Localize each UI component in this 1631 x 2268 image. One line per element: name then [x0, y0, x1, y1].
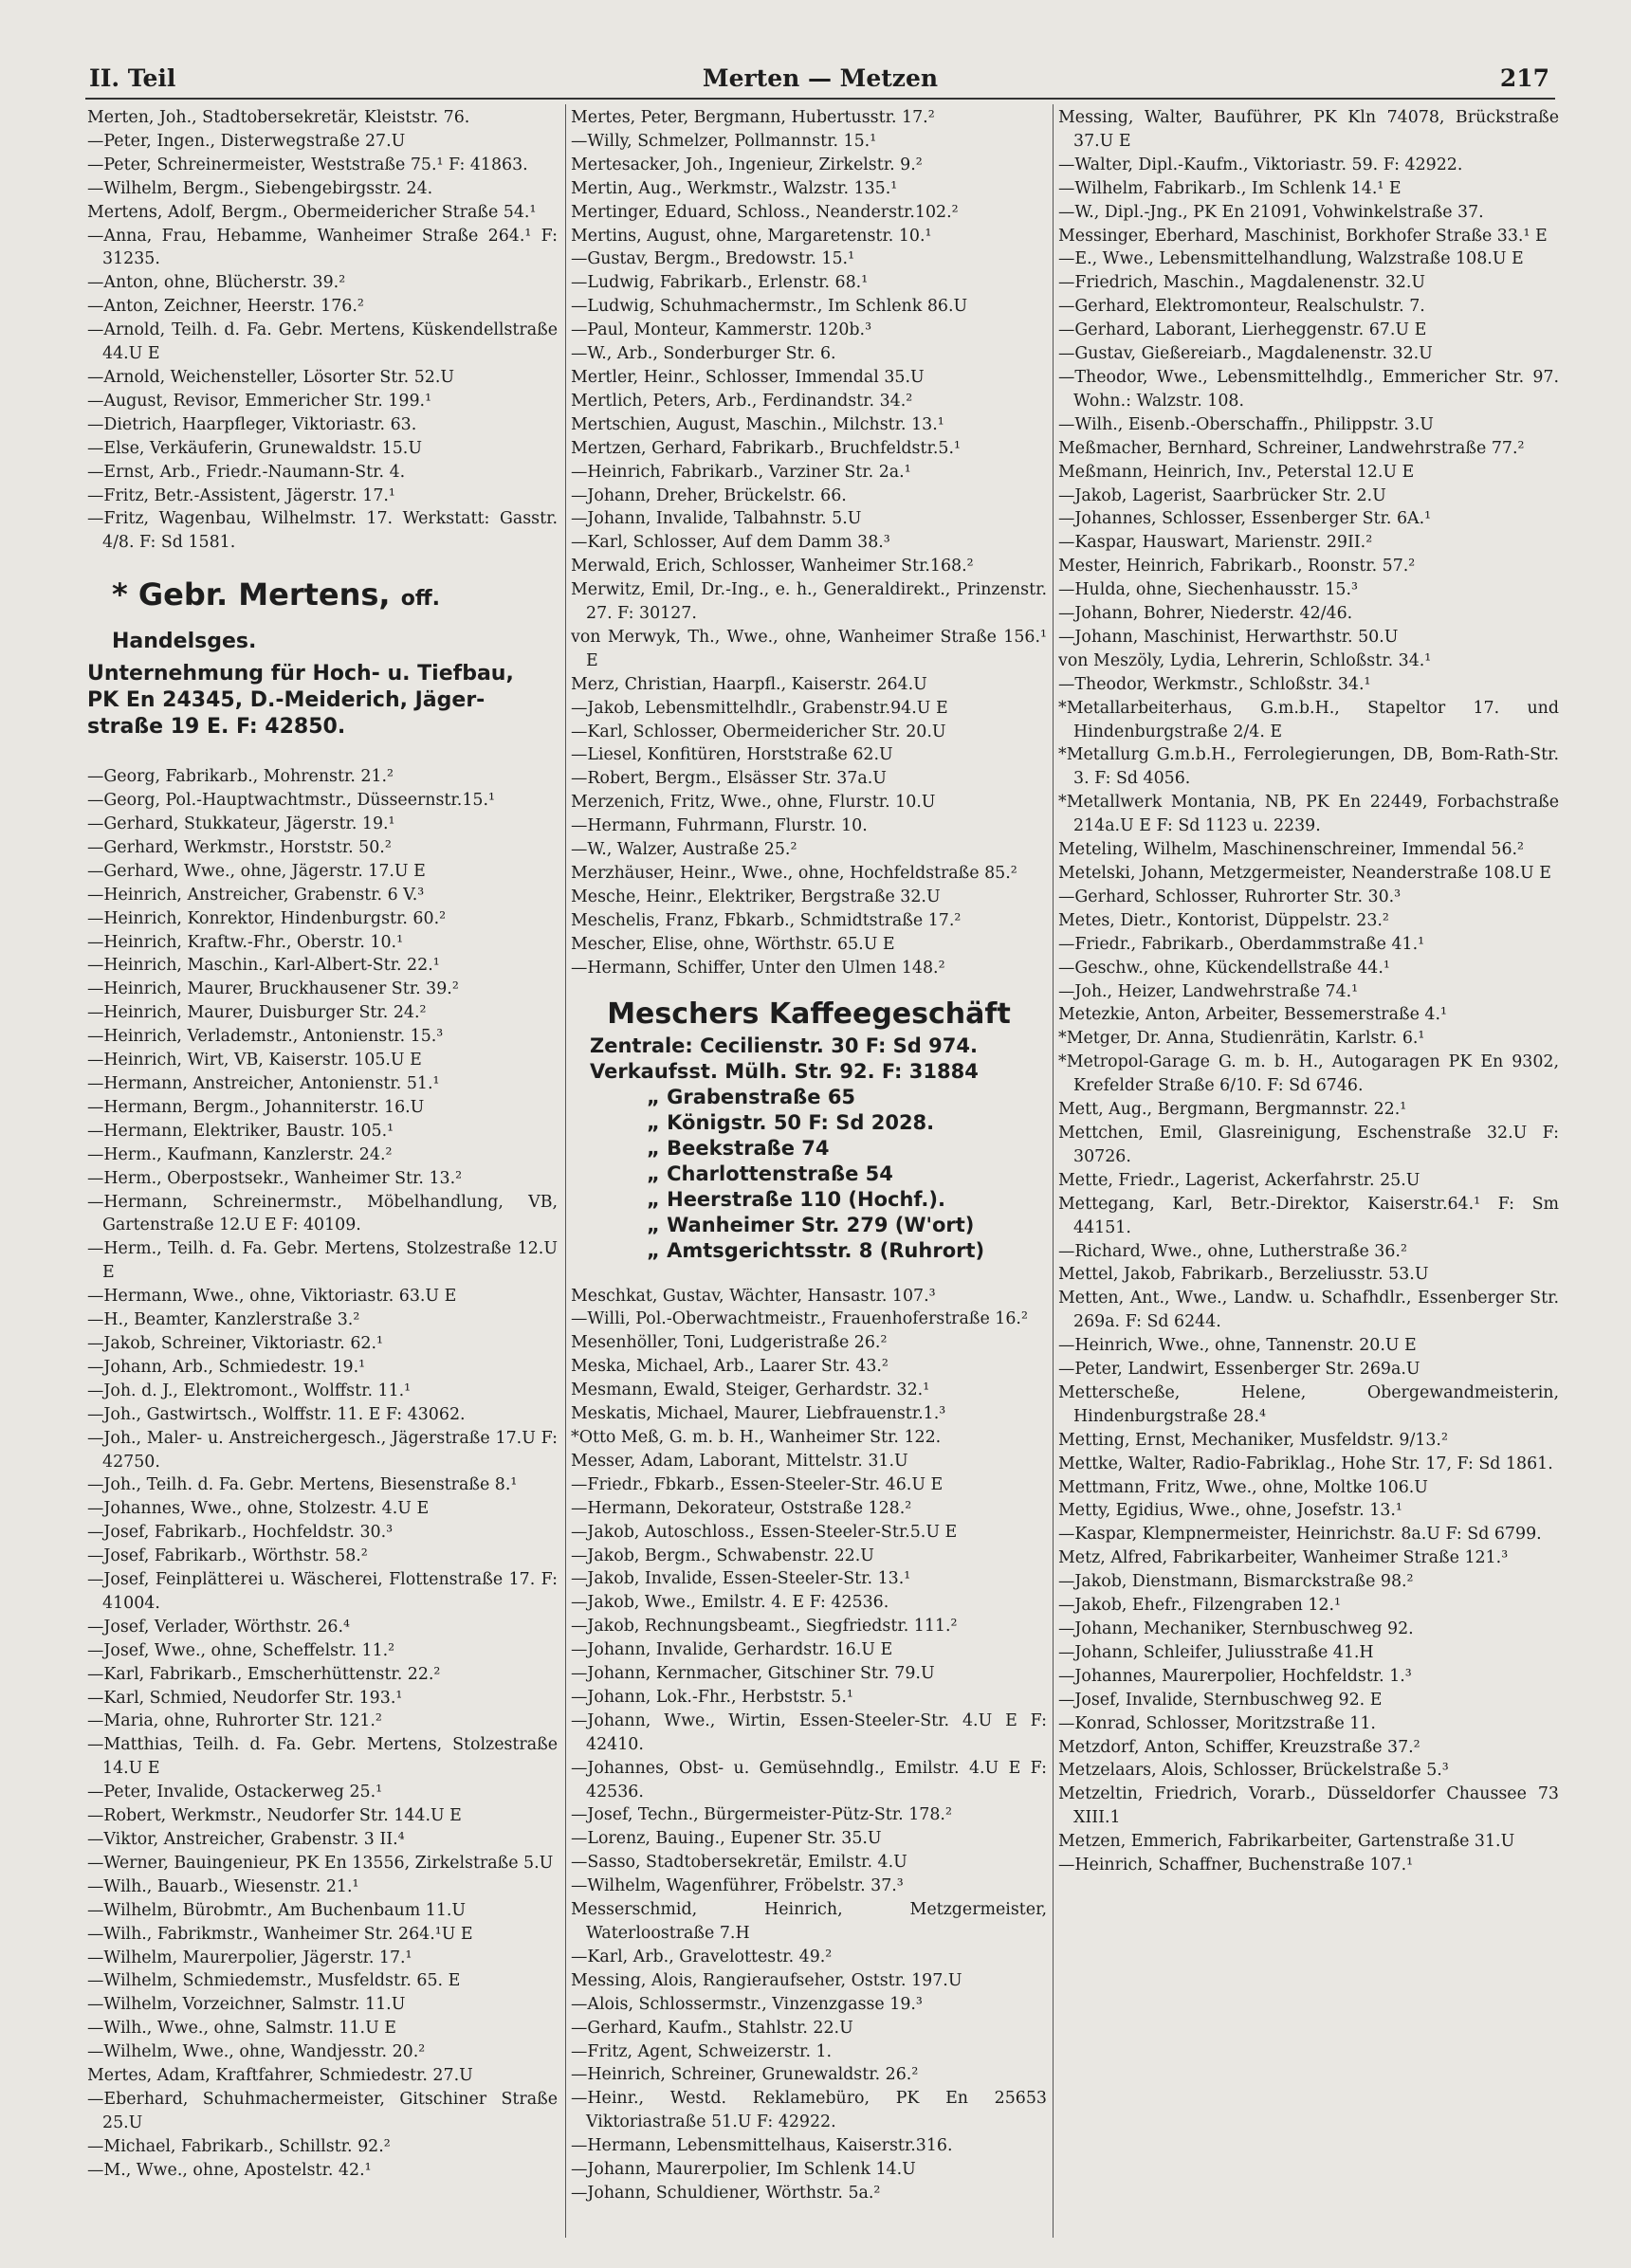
directory-entry: —Hermann, Wwe., ohne, Viktoriastr. 63.U E: [87, 1287, 457, 1307]
directory-entry: —Werner, Bauingenieur, PK En 13556, Zirkelstraße 5.U: [87, 1853, 554, 1873]
entries-block: [571, 1285, 1047, 2205]
directory-entry: —Liesel, Konfitüren, Horststraße 62.U: [571, 745, 893, 765]
directory-entry: —Gerhard, Laborant, Lierheggenstr. 67.U E: [1058, 320, 1427, 340]
directory-entry: —Gerhard, Werkmstr., Horststr. 50.²: [87, 837, 392, 857]
directory-entry: Mertes, Peter, Bergmann, Hubertusstr. 17.²: [571, 108, 935, 127]
directory-entry: —Johann, Kernmacher, Gitschiner Str. 79.U: [571, 1664, 935, 1684]
directory-entry: Merwald, Erich, Schlosser, Wanheimer Str.168.²: [571, 557, 974, 576]
directory-entry: —Johann, Mechaniker, Sternbuschweg 92.: [1058, 1619, 1414, 1638]
directory-entry: Mertens, Adolf, Bergm., Obermeidericher Straße 54.¹: [87, 202, 537, 222]
directory-entry: —Joh. d. J., Elektromont., Wolffstr. 11.¹: [87, 1381, 412, 1400]
directory-entry: —Georg, Fabrikarb., Mohrenstr. 21.²: [87, 767, 394, 787]
directory-entry: —Wilh., Bauarb., Wiesenstr. 21.¹: [87, 1876, 359, 1896]
directory-entry: —Wilh., Fabrikmstr., Wanheimer Str. 264.¹U E: [87, 1924, 473, 1944]
directory-entry: Messing, Alois, Rangieraufseher, Oststr. 197.U: [571, 1970, 962, 1990]
directory-entry: —Peter, Ingen., Disterwegstraße 27.U: [87, 131, 406, 151]
directory-entry: —Kaspar, Hauswart, Marienstr. 29II.²: [1058, 533, 1373, 553]
directory-entry: Meßmann, Heinrich, Inv., Peterstal 12.U E: [1058, 462, 1415, 482]
directory-entry: Mescher, Elise, ohne, Wörthstr. 65.U E: [571, 934, 895, 954]
directory-entry: —Anton, ohne, Blücherstr. 39.²: [87, 273, 346, 293]
directory-entry: Mett, Aug., Bergmann, Bergmannstr. 22.¹: [1058, 1100, 1407, 1120]
directory-entry: —Eberhard, Schuhmachermeister, Gitschiner Straße 25.U: [87, 2089, 558, 2132]
directory-entry: —Fritz, Wagenbau, Wilhelmstr. 17. Werkstatt: Gasstr. 4/8. F: Sd 1581.: [87, 509, 558, 553]
directory-entry: —Heinrich, Schaffner, Buchenstraße 107.¹: [1058, 1856, 1414, 1875]
gebr-mertens-advertisement: [87, 576, 558, 741]
directory-entry: —Heinrich, Konrektor, Hindenburgstr. 60.²: [87, 908, 447, 928]
directory-entry: —Johann, Lok.-Fhr., Herbststr. 5.¹: [571, 1687, 853, 1707]
directory-entry: —Gerhard, Schlosser, Ruhrorter Str. 30.³: [1058, 887, 1402, 906]
directory-entry: —Gustav, Bergm., Bredowstr. 15.¹: [571, 249, 855, 269]
directory-entry: Mertler, Heinr., Schlosser, Immendal 35.U: [571, 367, 925, 387]
meschers-kaffeegeschaeft-advertisement: [571, 996, 1047, 1264]
directory-entry: —Willy, Schmelzer, Pollmannstr. 15.¹: [571, 131, 877, 151]
directory-entry: —Johann, Dreher, Brückelstr. 66.: [571, 485, 847, 505]
directory-entry: —Wilhelm, Wagenführer, Fröbelstr. 37.³: [571, 1876, 904, 1896]
directory-entry: —Gerhard, Stukkateur, Jägerstr. 19.¹: [87, 814, 395, 834]
directory-entry: —W., Dipl.-Jng., PK En 21091, Vohwinkelstraße 37.: [1058, 202, 1484, 222]
directory-entry: Mertesacker, Joh., Ingenieur, Zirkelstr. 9.²: [571, 155, 923, 174]
ad-branch: „ Königstr. 50 F: Sd 2028.: [647, 1110, 935, 1134]
directory-entry: Meschkat, Gustav, Wächter, Hansastr. 107.³: [571, 1286, 936, 1306]
directory-entry: —Wilhelm, Wwe., ohne, Wandjesstr. 20.²: [87, 2042, 426, 2062]
directory-entry: —Gerhard, Kaufm., Stahlstr. 22.U: [571, 2018, 853, 2038]
directory-entry: —Jakob, Lagerist, Saarbrücker Str. 2.U: [1058, 485, 1386, 505]
directory-entry: —Heinrich, Maurer, Duisburger Str. 24.²: [87, 1003, 427, 1023]
directory-entry: —August, Revisor, Emmericher Str. 199.¹: [87, 391, 432, 411]
directory-entry: —E., Wwe., Lebensmittelhandlung, Walzstraße 108.U E: [1058, 249, 1524, 269]
directory-entry: —Arnold, Teilh. d. Fa. Gebr. Mertens, Küskendellstraße 44.U E: [87, 320, 558, 364]
directory-entry: —Jakob, Ehefr., Filzengraben 12.¹: [1058, 1596, 1341, 1616]
directory-entry: Mertin, Aug., Werkmstr., Walzstr. 135.¹: [571, 178, 898, 198]
directory-entry: *Metropol-Garage G. m. b. H., Autogaragen PK En 9302, Krefelder Straße 6/10. F: Sd 6746.: [1058, 1052, 1559, 1096]
directory-entry: Mettmann, Fritz, Wwe., ohne, Moltke 106.U: [1058, 1477, 1428, 1497]
directory-entry: —Ludwig, Fabrikarb., Erlenstr. 68.¹: [571, 273, 869, 293]
entries-block: [571, 106, 1047, 980]
directory-entry: —Jakob, Bergm., Schwabenstr. 22.U: [571, 1546, 874, 1565]
directory-entry: —Friedr., Fbkarb., Essen-Steeler-Str. 46.U E: [571, 1474, 944, 1494]
directory-entry: —Anna, Frau, Hebamme, Wanheimer Straße 264.¹ F: 31235.: [87, 226, 558, 269]
directory-entry: —W., Arb., Sonderburger Str. 6.: [571, 344, 836, 364]
directory-entry: —Heinrich, Verlademstr., Antonienstr. 15.³: [87, 1027, 444, 1047]
directory-entry: —Hulda, ohne, Siechenhausstr. 15.³: [1058, 580, 1358, 600]
directory-entry: —Joh., Gastwirtsch., Wolffstr. 11. E F: 43062.: [87, 1404, 466, 1424]
directory-entry: Messer, Adam, Laborant, Mittelstr. 31.U: [571, 1451, 908, 1471]
directory-entry: —Paul, Monteur, Kammerstr. 120b.³: [571, 320, 872, 340]
directory-entry: —Josef, Fabrikarb., Wörthstr. 58.²: [87, 1546, 368, 1566]
directory-entry: —Ludwig, Schuhmachermstr., Im Schlenk 86.U: [571, 297, 968, 317]
directory-entry: —Wilh., Eisenb.-Oberschaffn., Philippstr. 3.U: [1058, 414, 1434, 434]
running-title: Merten — Metzen: [702, 64, 939, 92]
column-3: [1058, 106, 1559, 2240]
ad-line: Verkaufsst. Mülh. Str. 92. F: 31884: [590, 1059, 979, 1083]
directory-entry: Metes, Dietr., Kontorist, Düppelstr. 23.²: [1058, 910, 1389, 930]
directory-entry: —Viktor, Anstreicher, Grabenstr. 3 II.⁴: [87, 1830, 405, 1849]
directory-entry: —Willi, Pol.-Oberwachtmeistr., Frauenhoferstraße 16.²: [571, 1309, 1028, 1329]
directory-entry: —M., Wwe., ohne, Apostelstr. 42.¹: [87, 2160, 372, 2180]
directory-entry: —Fritz, Agent, Schweizerstr. 1.: [571, 2041, 833, 2061]
directory-entry: Mesmann, Ewald, Steiger, Gerhardstr. 32.¹: [571, 1381, 930, 1400]
directory-entry: Messerschmid, Heinrich, Metzgermeister, Waterloostraße 7.H: [571, 1900, 1047, 1943]
directory-entry: —Konrad, Schlosser, Moritzstraße 11.: [1058, 1713, 1376, 1733]
directory-entry: —Heinrich, Anstreicher, Grabenstr. 6 V.³: [87, 885, 425, 905]
directory-entry: —Friedr., Fabrikarb., Oberdammstraße 41.¹: [1058, 934, 1425, 954]
ad-branch: „ Wanheimer Str. 279 (W'ort): [647, 1213, 975, 1236]
directory-entry: Mettchen, Emil, Glasreinigung, Eschenstraße 32.U F: 30726.: [1058, 1123, 1559, 1166]
directory-entry: Metten, Ant., Wwe., Landw. u. Schafhdlr., Essenberger Str. 269a. F: Sd 6244.: [1058, 1289, 1559, 1332]
directory-entry: —Wilhelm, Maurerpolier, Jägerstr. 17.¹: [87, 1948, 412, 1967]
directory-entry: —Johann, Schleifer, Juliusstraße 41.H: [1058, 1642, 1374, 1662]
directory-entry: —Johannes, Schlosser, Essenberger Str. 6A.¹: [1058, 509, 1432, 529]
directory-entry: Mettegang, Karl, Betr.-Direktor, Kaiserstr.64.¹ F: Sm 44151.: [1058, 1194, 1559, 1237]
directory-entry: *Metger, Dr. Anna, Studienrätin, Karlstr. 6.¹: [1058, 1029, 1425, 1049]
directory-entry: —Johannes, Obst- u. Gemüsehndlg., Emilstr. 4.U E F: 42536.: [571, 1758, 1047, 1802]
directory-entry: Mertinger, Eduard, Schloss., Neanderstr.102.²: [571, 202, 959, 222]
directory-entry: —Hermann, Bergm., Johanniterstr. 16.U: [87, 1097, 425, 1117]
directory-entry: Mester, Heinrich, Fabrikarb., Roonstr. 57.²: [1058, 557, 1416, 576]
directory-entry: —Alois, Schlossermstr., Vinzenzgasse 19.³: [571, 1994, 923, 2014]
directory-entry: *Metallurg G.m.b.H., Ferrolegierungen, DB, Bom-Rath-Str. 3. F: Sd 4056.: [1058, 745, 1559, 789]
directory-entry: —H., Beamter, Kanzlerstraße 3.²: [87, 1310, 360, 1330]
ad-branch: „ Beekstraße 74: [647, 1136, 830, 1160]
directory-entry: —Jakob, Wwe., Emilstr. 4. E F: 42536.: [571, 1593, 889, 1613]
directory-entry: —Johann, Maschinist, Herwarthstr. 50.U: [1058, 627, 1399, 647]
directory-entry: —Fritz, Betr.-Assistent, Jägerstr. 17.¹: [87, 485, 395, 505]
directory-entry: Metzelaars, Alois, Schlosser, Brückelstraße 5.³: [1058, 1761, 1449, 1781]
ad-branch: „ Amtsgerichtsstr. 8 (Ruhrort): [647, 1238, 985, 1262]
directory-entry: *Metallwerk Montania, NB, PK En 22449, Forbachstraße 214a.U E F: Sd 1123 u. 2239.: [1058, 793, 1559, 836]
directory-entry: —Karl, Schlosser, Auf dem Damm 38.³: [571, 533, 890, 553]
directory-entry: Mertins, August, ohne, Margaretenstr. 10.¹: [571, 226, 932, 246]
part-label: II. Teil: [89, 64, 176, 92]
directory-entry: *Otto Meß, G. m. b. H., Wanheimer Str. 122.: [571, 1427, 942, 1447]
directory-entry: —Hermann, Elektriker, Baustr. 105.¹: [87, 1121, 394, 1141]
directory-entry: Metelski, Johann, Metzgermeister, Neanderstraße 108.U E: [1058, 864, 1551, 883]
directory-entry: —Johann, Invalide, Talbahnstr. 5.U: [571, 509, 862, 529]
directory-entry: Mertschien, August, Maschin., Milchstr. 13.¹: [571, 414, 944, 434]
directory-entry: —Georg, Pol.-Hauptwachtmstr., Düsseernstr.15.¹: [87, 791, 495, 811]
directory-entry: —Hermann, Dekorateur, Oststraße 128.²: [571, 1498, 912, 1518]
directory-entry: Mette, Friedr., Lagerist, Ackerfahrstr. 25.U: [1058, 1170, 1420, 1190]
directory-entry: —Friedrich, Maschin., Magdalenenstr. 32.U: [1058, 273, 1426, 293]
column-2: [571, 106, 1047, 2240]
ad-branch: „ Heerstraße 110 (Hochf.).: [647, 1187, 945, 1211]
directory-entry: —Josef, Verlader, Wörthstr. 26.⁴: [87, 1617, 350, 1637]
directory-entry: —Heinrich, Kraftw.-Fhr., Oberstr. 10.¹: [87, 932, 404, 952]
directory-entry: —Josef, Invalide, Sternbuschweg 92. E: [1058, 1690, 1383, 1710]
column-1: [87, 106, 558, 2240]
directory-entry: —Gerhard, Elektromonteur, Realschulstr. 7.: [1058, 297, 1425, 317]
directory-entry: Metting, Ernst, Mechaniker, Musfeldstr. 9/13.²: [1058, 1430, 1448, 1450]
directory-entry: —Gustav, Gießereiarb., Magdalenenstr. 32.U: [1058, 344, 1433, 364]
directory-entry: —Heinrich, Fabrikarb., Varziner Str. 2a.¹: [571, 462, 911, 482]
directory-entry: —Jakob, Lebensmittelhdlr., Grabenstr.94.U E: [571, 698, 948, 718]
directory-entry: —Heinr., Westd. Reklamebüro, PK En 25653 Viktoriastraße 51.U F: 42922.: [571, 2089, 1047, 2132]
directory-entry: Mesenhöller, Toni, Ludgeristraße 26.²: [571, 1333, 888, 1353]
directory-entry: —Karl, Schlosser, Obermeidericher Str. 20.U: [571, 722, 946, 741]
directory-entry: Mesche, Heinr., Elektriker, Bergstraße 32.U: [571, 887, 941, 906]
page-header: [85, 59, 1555, 97]
directory-entry: Meska, Michael, Arb., Laarer Str. 43.²: [571, 1357, 889, 1377]
directory-entry: —Wilhelm, Schmiedemstr., Musfeldstr. 65. E: [87, 1971, 461, 1991]
directory-entry: —Peter, Schreinermeister, Weststraße 75.¹ F: 41863.: [87, 155, 528, 174]
directory-entry: Mertzen, Gerhard, Fabrikarb., Bruchfeldstr.5.¹: [571, 438, 961, 458]
directory-entry: —W., Walzer, Austraße 25.²: [571, 840, 797, 860]
directory-entry: —Herm., Teilh. d. Fa. Gebr. Mertens, Stolzestraße 12.U E: [87, 1239, 558, 1283]
directory-entry: —Else, Verkäuferin, Grunewaldstr. 15.U: [87, 438, 422, 458]
directory-entry: Meschelis, Franz, Fbkarb., Schmidtstraße 17.²: [571, 910, 962, 930]
directory-entry: —Josef, Fabrikarb., Hochfeldstr. 30.³: [87, 1523, 394, 1543]
directory-entry: —Theodor, Wwe., Lebensmittelhdlg., Emmericher Str. 97. Wohn.: Walzstr. 108.: [1058, 367, 1559, 411]
directory-entry: Metzdorf, Anton, Schiffer, Kreuzstraße 37.²: [1058, 1737, 1420, 1757]
directory-entry: —Heinrich, Maschin., Karl-Albert-Str. 22.¹: [87, 956, 440, 976]
directory-entry: —Johannes, Maurerpolier, Hochfeldstr. 1.³: [1058, 1666, 1412, 1686]
directory-entry: —Josef, Feinplätterei u. Wäscherei, Flottenstraße 17. F: 41004.: [87, 1570, 558, 1613]
column-divider: [1053, 104, 1054, 2238]
directory-entry: —Dietrich, Haarpfleger, Viktoriastr. 63.: [87, 414, 417, 434]
directory-entry: —Heinrich, Wwe., ohne, Tannenstr. 20.U E: [1058, 1336, 1417, 1356]
ad-branch: „ Charlottenstraße 54: [647, 1161, 893, 1185]
directory-entry: —Hermann, Lebensmittelhaus, Kaiserstr.316.: [571, 2136, 953, 2156]
directory-entry: Metezkie, Anton, Arbeiter, Bessemerstraße 4.¹: [1058, 1005, 1447, 1025]
directory-entry: —Johann, Wwe., Wirtin, Essen-Steeler-Str. 4.U E F: 42410.: [571, 1710, 1047, 1754]
ad-line: straße 19 E. F: 42850.: [87, 715, 346, 740]
directory-entry: Meteling, Wilhelm, Maschinenschreiner, Immendal 56.²: [1058, 840, 1525, 860]
page-number: 217: [1499, 64, 1549, 92]
directory-entry: —Jakob, Dienstmann, Bismarckstraße 98.²: [1058, 1572, 1414, 1592]
directory-entry: —Wilhelm, Bergm., Siebengebirgsstr. 24.: [87, 178, 433, 198]
directory-entry: —Wilhelm, Fabrikarb., Im Schlenk 14.¹ E: [1058, 178, 1402, 198]
directory-entry: Messinger, Eberhard, Maschinist, Borkhofer Straße 33.¹ E: [1058, 226, 1548, 246]
directory-entry: Metzen, Emmerich, Fabrikarbeiter, Gartenstraße 31.U: [1058, 1832, 1515, 1852]
directory-entry: —Matthias, Teilh. d. Fa. Gebr. Mertens, Stolzestraße 14.U E: [87, 1735, 558, 1779]
ad-title: * Gebr. Mertens,: [112, 576, 391, 613]
directory-entry: —Theodor, Werkmstr., Schloßstr. 34.¹: [1058, 674, 1371, 694]
directory-entry: Merzenich, Fritz, Wwe., ohne, Flurstr. 10.U: [571, 793, 936, 813]
directory-entry: —Josef, Techn., Bürgermeister-Pütz-Str. 178.²: [571, 1805, 952, 1825]
directory-entry: Merzhäuser, Heinr., Wwe., ohne, Hochfeldstraße 85.²: [571, 864, 1017, 883]
directory-entry: Merten, Joh., Stadtobersekretär, Kleiststr. 76.: [87, 108, 470, 127]
directory-entry: —Herm., Oberpostsekr., Wanheimer Str. 13.²: [87, 1168, 463, 1188]
directory-entry: —Peter, Invalide, Ostackerweg 25.¹: [87, 1783, 383, 1802]
directory-entry: —Gerhard, Wwe., ohne, Jägerstr. 17.U E: [87, 861, 426, 881]
directory-entry: —Karl, Fabrikarb., Emscherhüttenstr. 22.²: [87, 1664, 441, 1684]
ad-line: PK En 24345, D.-Meiderich, Jäger-: [87, 688, 486, 713]
directory-entry: —Geschw., ohne, Kückendellstraße 44.¹: [1058, 958, 1390, 978]
directory-entry: —Richard, Wwe., ohne, Lutherstraße 36.²: [1058, 1241, 1407, 1261]
directory-entry: —Heinrich, Schreiner, Grunewaldstr. 26.²: [571, 2065, 919, 2085]
directory-entry: —Hermann, Schreinermstr., Möbelhandlung, VB, Gartenstraße 12.U E F: 40109.: [87, 1192, 558, 1235]
directory-entry: Messing, Walter, Bauführer, PK Kln 74078, Brückstraße 37.U E: [1058, 108, 1559, 151]
ad-branch: „ Grabenstraße 65: [647, 1085, 856, 1108]
directory-entry: —Ernst, Arb., Friedr.-Naumann-Str. 4.: [87, 462, 406, 482]
directory-entry: —Sasso, Stadtobersekretär, Emilstr. 4.U: [571, 1853, 907, 1873]
directory-entry: —Jakob, Rechnungsbeamt., Siegfriedstr. 111.²: [571, 1617, 958, 1637]
directory-entry: Merz, Christian, Haarpfl., Kaiserstr. 264.U: [571, 674, 927, 694]
directory-entry: —Lorenz, Bauing., Eupener Str. 35.U: [571, 1829, 882, 1849]
directory-entry: —Jakob, Invalide, Essen-Steeler-Str. 13.¹: [571, 1569, 911, 1589]
directory-entry: —Jakob, Schreiner, Viktoriastr. 62.¹: [87, 1333, 383, 1353]
entries-block: [1058, 106, 1559, 1877]
ad-line: Zentrale: Cecilienstr. 30 F: Sd 974.: [590, 1033, 978, 1057]
directory-entry: —Robert, Bergm., Elsässer Str. 37a.U: [571, 769, 887, 789]
directory-entry: Mertes, Adam, Kraftfahrer, Schmiedestr. 27.U: [87, 2066, 473, 2086]
directory-entry: —Heinrich, Maurer, Bruckhausener Str. 39.²: [87, 979, 459, 999]
column-divider: [565, 104, 566, 2238]
directory-entry: —Joh., Maler- u. Anstreichergesch., Jägerstraße 17.U F: 42750.: [87, 1428, 558, 1472]
directory-entry: Mettel, Jakob, Fabrikarb., Berzeliusstr. 53.U: [1058, 1265, 1429, 1285]
directory-entry: Meskatis, Michael, Maurer, Liebfrauenstr.1.³: [571, 1404, 946, 1424]
directory-entry: —Joh., Heizer, Landwehrstraße 74.¹: [1058, 981, 1359, 1001]
ad-line: Unternehmung für Hoch- u. Tiefbau,: [87, 662, 514, 686]
directory-entry: —Walter, Dipl.-Kaufm., Viktoriastr. 59. F: 42922.: [1058, 155, 1463, 174]
directory-entry: —Johann, Invalide, Gerhardstr. 16.U E: [571, 1640, 893, 1660]
directory-entry: —Wilhelm, Bürobmtr., Am Buchenbaum 11.U: [87, 1900, 467, 1920]
directory-entry: —Robert, Werkmstr., Neudorfer Str. 144.U E: [87, 1806, 462, 1826]
directory-entry: —Karl, Arb., Gravelottestr. 49.²: [571, 1947, 833, 1966]
directory-entry: —Johann, Schuldiener, Wörthstr. 5a.²: [571, 2183, 881, 2203]
directory-entry: —Josef, Wwe., ohne, Scheffelstr. 11.²: [87, 1640, 395, 1660]
directory-entry: —Wilh., Wwe., ohne, Salmstr. 11.U E: [87, 2019, 396, 2039]
directory-entry: Metterscheße, Helene, Obergewandmeisterin, Hindenburgstraße 28.⁴: [1058, 1382, 1559, 1426]
directory-entry: —Johann, Arb., Schmiedestr. 19.¹: [87, 1357, 366, 1377]
ad-title-suffix: off. Handelsges.: [112, 587, 441, 654]
directory-entry: von Merwyk, Th., Wwe., ohne, Wanheimer Straße 156.¹ E: [571, 627, 1047, 670]
directory-entry: von Meszöly, Lydia, Lehrerin, Schloßstr. 34.¹: [1058, 650, 1432, 670]
directory-entry: Metty, Egidius, Wwe., ohne, Josefstr. 13.¹: [1058, 1501, 1402, 1521]
directory-entry: Mertlich, Peters, Arb., Ferdinandstr. 34.²: [571, 391, 913, 411]
directory-entry: —Johannes, Wwe., ohne, Stolzestr. 4.U E: [87, 1499, 430, 1519]
directory-entry: —Peter, Landwirt, Essenberger Str. 269a.U: [1058, 1360, 1420, 1380]
directory-entry: —Michael, Fabrikarb., Schillstr. 92.²: [87, 2136, 391, 2156]
directory-entry: —Anton, Zeichner, Heerstr. 176.²: [87, 297, 364, 317]
directory-entry: —Karl, Schmied, Neudorfer Str. 193.¹: [87, 1688, 403, 1708]
directory-entry: —Johann, Maurerpolier, Im Schlenk 14.U: [571, 2160, 916, 2180]
directory-entry: —Jakob, Autoschloss., Essen-Steeler-Str.5.U E: [571, 1522, 958, 1542]
directory-entry: —Heinrich, Wirt, VB, Kaiserstr. 105.U E: [87, 1051, 422, 1070]
directory-entry: Mettke, Walter, Radio-Fabriklag., Hohe Str. 17, F: Sd 1861.: [1058, 1454, 1553, 1473]
directory-entry: Metz, Alfred, Fabrikarbeiter, Wanheimer Straße 121.³: [1058, 1548, 1509, 1568]
header-rule: [85, 98, 1555, 100]
directory-entry: —Wilhelm, Vorzeichner, Salmstr. 11.U: [87, 1995, 406, 2015]
directory-entry: —Joh., Teilh. d. Fa. Gebr. Mertens, Biesenstraße 8.¹: [87, 1475, 518, 1495]
directory-entry: —Arnold, Weichensteller, Lösorter Str. 52.U: [87, 367, 455, 387]
directory-entry: —Hermann, Schiffer, Unter den Ulmen 148.²: [571, 958, 945, 978]
entries-block: [87, 106, 558, 555]
entries-block: [87, 765, 558, 2182]
directory-entry: Metzeltin, Friedrich, Vorarb., Düsseldorfer Chaussee 73 XIII.1: [1058, 1784, 1559, 1828]
directory-entry: Meßmacher, Bernhard, Schreiner, Landwehrstraße 77.²: [1058, 438, 1525, 458]
directory-entry: Merwitz, Emil, Dr.-Ing., e. h., Generaldirekt., Prinzenstr. 27. F: 30127.: [571, 580, 1047, 624]
directory-entry: —Hermann, Fuhrmann, Flurstr. 10.: [571, 816, 868, 836]
directory-entry: *Metallarbeiterhaus, G.m.b.H., Stapeltor 17. und Hindenburgstraße 2/4. E: [1058, 698, 1559, 741]
directory-entry: —Johann, Bohrer, Niederstr. 42/46.: [1058, 604, 1353, 624]
directory-entry: —Hermann, Anstreicher, Antonienstr. 51.¹: [87, 1074, 440, 1093]
ad-title: Meschers Kaffeegeschäft: [607, 997, 1011, 1031]
directory-entry: —Kaspar, Klempnermeister, Heinrichstr. 8a.U F: Sd 6799.: [1058, 1525, 1542, 1545]
directory-entry: —Herm., Kaufmann, Kanzlerstr. 24.²: [87, 1144, 393, 1164]
directory-entry: —Maria, ohne, Ruhrorter Str. 121.²: [87, 1711, 382, 1731]
